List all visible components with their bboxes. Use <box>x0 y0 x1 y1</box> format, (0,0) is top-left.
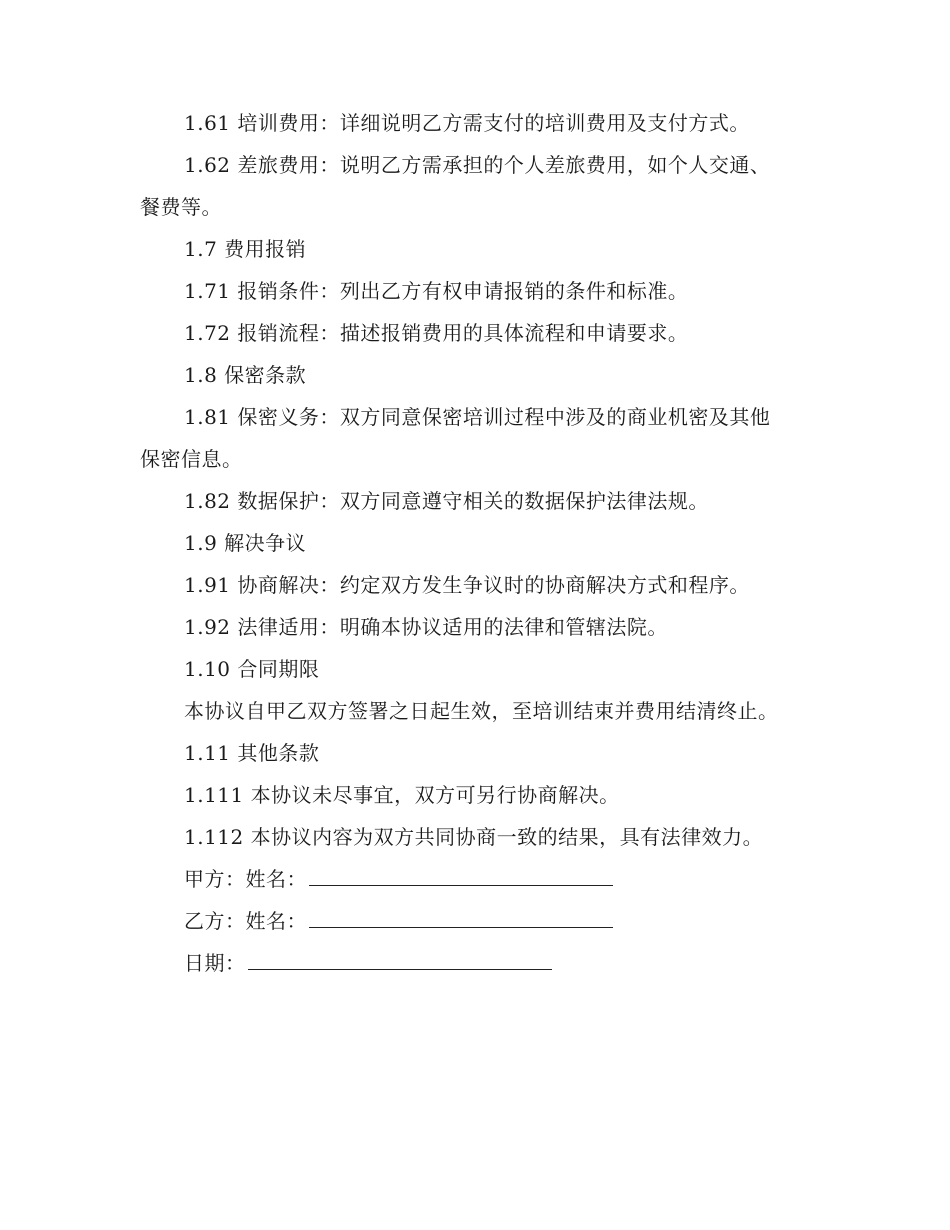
clause-1-81-continuation: 保密信息。 <box>140 447 243 471</box>
clause-1-72: 1.72 报销流程：描述报销费用的具体流程和申请要求。 <box>184 321 689 345</box>
clause-1-61: 1.61 培训费用：详细说明乙方需支付的培训费用及支付方式。 <box>184 111 750 135</box>
section-heading-1-8: 1.8 保密条款 <box>184 363 307 387</box>
section-heading-1-11: 1.11 其他条款 <box>184 741 320 765</box>
party-a-label: 甲方：姓名： <box>184 867 307 891</box>
date-blank[interactable] <box>248 945 552 970</box>
date-row <box>140 942 840 984</box>
clause-1-112: 1.112 本协议内容为双方共同协商一致的结果，具有法律效力。 <box>184 825 764 849</box>
party-b-label: 乙方：姓名： <box>184 909 307 933</box>
clause-1-71: 1.71 报销条件：列出乙方有权申请报销的条件和标准。 <box>184 279 689 303</box>
clause-1-91: 1.91 协商解决：约定双方发生争议时的协商解决方式和程序。 <box>184 573 750 597</box>
party-b-signature-row <box>140 900 840 942</box>
section-heading-1-10: 1.10 合同期限 <box>184 657 320 681</box>
party-b-signature-blank[interactable] <box>309 903 613 928</box>
clause-1-62: 1.62 差旅费用：说明乙方需承担的个人差旅费用，如个人交通、 <box>184 153 771 177</box>
section-heading-1-7: 1.7 费用报销 <box>184 237 307 261</box>
clause-1-111: 1.111 本协议未尽事宜，双方可另行协商解决。 <box>184 783 620 807</box>
clause-1-10-body: 本协议自甲乙双方签署之日起生效，至培训结束并费用结清终止。 <box>184 699 779 723</box>
date-label: 日期： <box>184 951 246 975</box>
clause-1-81: 1.81 保密义务：双方同意保密培训过程中涉及的商业机密及其他 <box>184 405 771 429</box>
party-a-signature-row <box>140 858 840 900</box>
party-a-signature-blank[interactable] <box>309 861 613 886</box>
clause-1-82: 1.82 数据保护：双方同意遵守相关的数据保护法律法规。 <box>184 489 709 513</box>
document-body <box>140 102 840 984</box>
section-heading-1-9: 1.9 解决争议 <box>184 531 307 555</box>
clause-1-62-continuation: 餐费等。 <box>140 195 222 219</box>
clause-1-92: 1.92 法律适用：明确本协议适用的法律和管辖法院。 <box>184 615 668 639</box>
